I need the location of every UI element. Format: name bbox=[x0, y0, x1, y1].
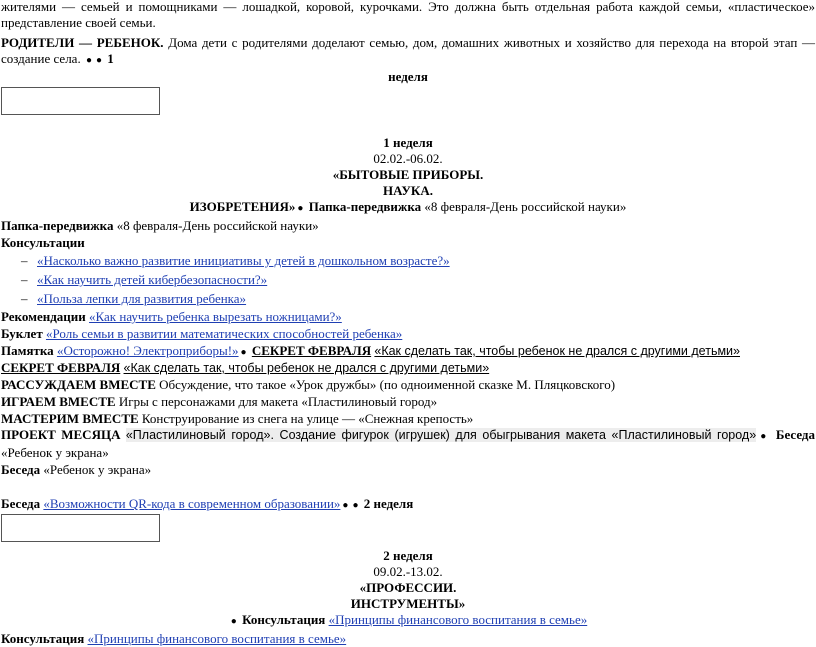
discuss-text: Обсуждение, что такое «Урок дружбы» (по одноименной сказке М. Пляцковского) bbox=[159, 377, 616, 392]
inline-folder-text: «8 февраля-День российской науки» bbox=[424, 199, 627, 214]
booklet-line bbox=[1, 325, 815, 342]
secret-text: «Как сделать так, чтобы ребенок не дрался с другими детьми» bbox=[123, 361, 490, 375]
week2-inline-consult-label: Консультация bbox=[242, 612, 326, 627]
week2-title-text: 2 неделя bbox=[383, 548, 433, 563]
week-marker-word: неделя bbox=[388, 69, 428, 84]
week2-consult-label: Консультация bbox=[1, 631, 85, 646]
week1-theme-3-text: ИЗОБРЕТЕНИЯ» bbox=[189, 199, 296, 214]
week2-title bbox=[1, 548, 815, 564]
week1-theme-2 bbox=[1, 183, 815, 199]
recommend-link[interactable]: «Как научить ребенка вырезать ножницами?» bbox=[89, 309, 342, 324]
play-text: Игры с персонажами для макета «Пластилиновый город» bbox=[118, 394, 438, 409]
bullet-icon: ● bbox=[85, 55, 92, 66]
discuss-line bbox=[1, 376, 815, 393]
consult-link-1[interactable]: «Насколько важно развитие инициативы у детей в дошкольном возрасте?» bbox=[37, 253, 450, 268]
consult-label: Консультации bbox=[1, 235, 85, 250]
week1-dates: 02.02.-06.02. bbox=[373, 151, 443, 166]
parents-child-label: РОДИТЕЛИ — РЕБЕНОК. bbox=[1, 35, 164, 50]
image-placeholder bbox=[1, 87, 160, 115]
craft-line bbox=[1, 410, 815, 427]
bullet-icon: ● bbox=[96, 55, 103, 66]
conv2-label: Беседа bbox=[1, 496, 41, 511]
week1-title-text: 1 неделя bbox=[383, 135, 433, 150]
recommend-label: Рекомендации bbox=[1, 309, 86, 324]
week-marker-line bbox=[1, 69, 815, 85]
consult-list bbox=[1, 251, 815, 308]
bullet-icon: ● bbox=[297, 203, 304, 214]
list-item bbox=[21, 270, 815, 289]
folder-text: «8 февраля-День российской науки» bbox=[116, 218, 319, 233]
inline-folder-label: Папка-передвижка bbox=[308, 199, 422, 214]
week2-theme-2-text: ИНСТРУМЕНТЫ» bbox=[350, 596, 466, 611]
week2-consult-link[interactable]: «Принципы финансового воспитания в семье» bbox=[87, 631, 347, 646]
week2-theme-2 bbox=[1, 596, 815, 612]
project-conv-text: «Ребенок у экрана» bbox=[1, 445, 109, 460]
conv2-line bbox=[1, 495, 815, 512]
list-item bbox=[21, 251, 815, 270]
week2-inline-consult bbox=[1, 612, 815, 630]
image-placeholder bbox=[1, 514, 160, 542]
memo-label: Памятка bbox=[1, 343, 54, 358]
bullet-icon: ● bbox=[240, 347, 247, 358]
bullet-icon: ● bbox=[758, 431, 769, 442]
consult-link-3[interactable]: «Польза лепки для развития ребенка» bbox=[37, 291, 247, 306]
conv-line bbox=[1, 461, 815, 478]
memo-secret-label: СЕКРЕТ ФЕВРАЛЯ bbox=[251, 343, 372, 358]
conv2-link[interactable]: «Возможности QR-кода в современном образовании» bbox=[43, 496, 341, 511]
memo-link[interactable]: «Осторожно! Электроприборы!» bbox=[56, 343, 239, 358]
memo-secret-text: «Как сделать так, чтобы ребенок не дрался с другими детьми» bbox=[374, 344, 740, 358]
intro-paragraph: жителями — семьей и помощниками — лошадкой, коровой, курочками. Это должна быть отдельная работа каждой семьи, «пластическое» представление своей семьи. bbox=[1, 0, 815, 30]
discuss-label: РАССУЖДАЕМ ВМЕСТЕ bbox=[1, 377, 156, 392]
week1-title bbox=[1, 135, 815, 151]
week2-theme-1 bbox=[1, 580, 815, 596]
folder-label: Папка-передвижка bbox=[1, 218, 114, 233]
next-week-marker: 2 неделя bbox=[363, 496, 414, 511]
week2-consult-line bbox=[1, 630, 815, 647]
booklet-label: Буклет bbox=[1, 326, 43, 341]
project-label: ПРОЕКТ МЕСЯЦА bbox=[1, 427, 121, 442]
week1-theme-2-text: НАУКА. bbox=[383, 183, 433, 198]
craft-text: Конструирование из снега на улице — «Снежная крепость» bbox=[141, 411, 474, 426]
week2-dates: 09.02.-13.02. bbox=[373, 564, 443, 579]
bullet-icon: ● bbox=[352, 500, 359, 511]
week2-inline-consult-link[interactable]: «Принципы финансового воспитания в семье» bbox=[328, 612, 588, 627]
conv-label: Беседа bbox=[1, 462, 41, 477]
week1-theme-1 bbox=[1, 167, 815, 183]
consult-heading bbox=[1, 234, 815, 251]
week-marker: 1 bbox=[107, 51, 114, 66]
secret-line bbox=[1, 359, 815, 376]
recommend-line bbox=[1, 308, 815, 325]
consult-link-2[interactable]: «Как научить детей кибербезопасности?» bbox=[37, 272, 268, 287]
project-text: «Пластилиновый город». Создание фигурок (игрушек) для обыгрывания макета «Пластилиновый город» bbox=[125, 428, 757, 442]
play-line bbox=[1, 393, 815, 410]
bullet-icon: ● bbox=[342, 500, 349, 511]
week2-theme-1-text: «ПРОФЕССИИ. bbox=[359, 580, 457, 595]
craft-label: МАСТЕРИМ ВМЕСТЕ bbox=[1, 411, 139, 426]
folder-line bbox=[1, 217, 815, 234]
project-paragraph bbox=[1, 427, 815, 461]
week1-theme-1-text: «БЫТОВЫЕ ПРИБОРЫ. bbox=[332, 167, 484, 182]
project-conv-label: Беседа bbox=[775, 427, 816, 442]
list-item bbox=[21, 289, 815, 308]
play-label: ИГРАЕМ ВМЕСТЕ bbox=[1, 394, 116, 409]
secret-label: СЕКРЕТ ФЕВРАЛЯ bbox=[1, 360, 121, 375]
conv-text: «Ребенок у экрана» bbox=[43, 462, 152, 477]
booklet-link[interactable]: «Роль семьи в развитии математических способностей ребенка» bbox=[45, 326, 403, 341]
parents-child-text: Дома дети с родителями доделают семью, дом, домашних животных и хозяйство для перехода на второй этап — создание села. bbox=[1, 35, 815, 66]
parents-child-paragraph bbox=[1, 35, 815, 69]
memo-line bbox=[1, 342, 815, 359]
week1-theme-3 bbox=[1, 199, 815, 217]
bullet-icon: ● bbox=[230, 616, 237, 627]
